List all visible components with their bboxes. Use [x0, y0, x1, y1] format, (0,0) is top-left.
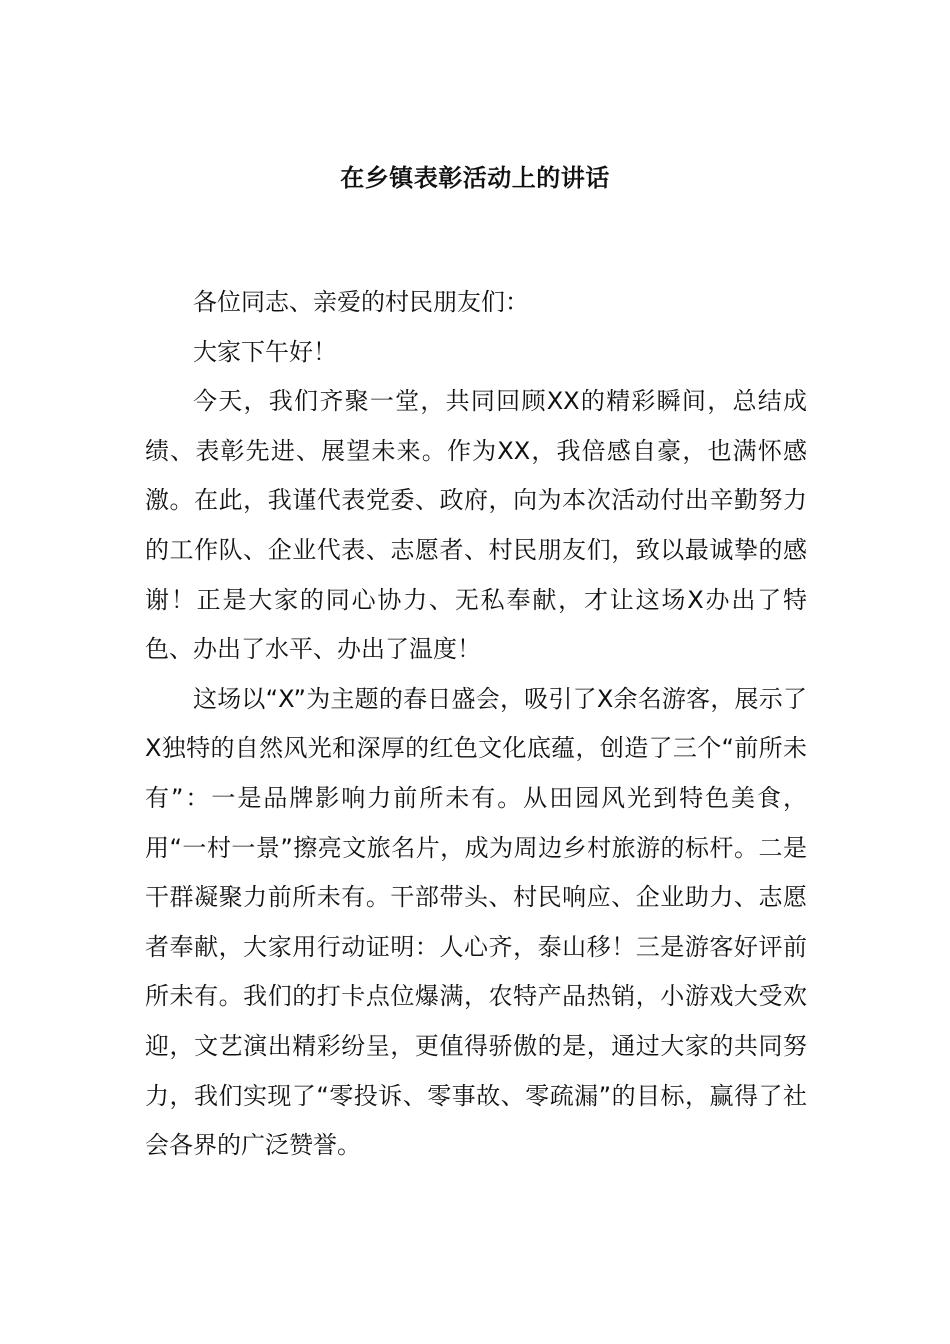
document-body	[145, 278, 807, 1171]
body-paragraph: 今天，我们齐聚一堂，共同回顾XX的精彩瞬间，总结成绩、表彰先进、展望未来。作为XX，我倍感自豪，也满怀感激。在此，我谨代表党委、政府，向为本次活动付出辛勤努力的工作队、企业代表、志愿者、村民朋友们，致以最诚挚的感谢！正是大家的同心协力、无私奉献，才让这场X办出了特色、办出了水平、办出了温度！	[145, 387, 807, 664]
body-paragraph: 这场以“X”为主题的春日盛会，吸引了X余名游客，展示了X独特的自然风光和深厚的红色文化底蕴，创造了三个“前所未有”：一是品牌影响力前所未有。从田园风光到特色美食，用“一村一景”擦亮文旅名片，成为周边乡村旅游的标杆。二是干群凝聚力前所未有。干部带头、村民响应、企业助力、志愿者奉献，大家用行动证明：人心齐，泰山移！三是游客好评前所未有。我们的打卡点位爆满，农特产品热销，小游戏大受欢迎，文艺演出精彩纷呈，更值得骄傲的是，通过大家的共同努力，我们实现了“零投诉、零事故、零疏漏”的目标，赢得了社会各界的广泛赞誉。	[145, 684, 807, 1160]
salutation-paragraph: 各位同志、亲爱的村民朋友们：	[193, 288, 529, 316]
greeting-paragraph: 大家下午好！	[193, 337, 337, 366]
document-title: 在乡镇表彰活动上的讲话	[340, 164, 610, 192]
